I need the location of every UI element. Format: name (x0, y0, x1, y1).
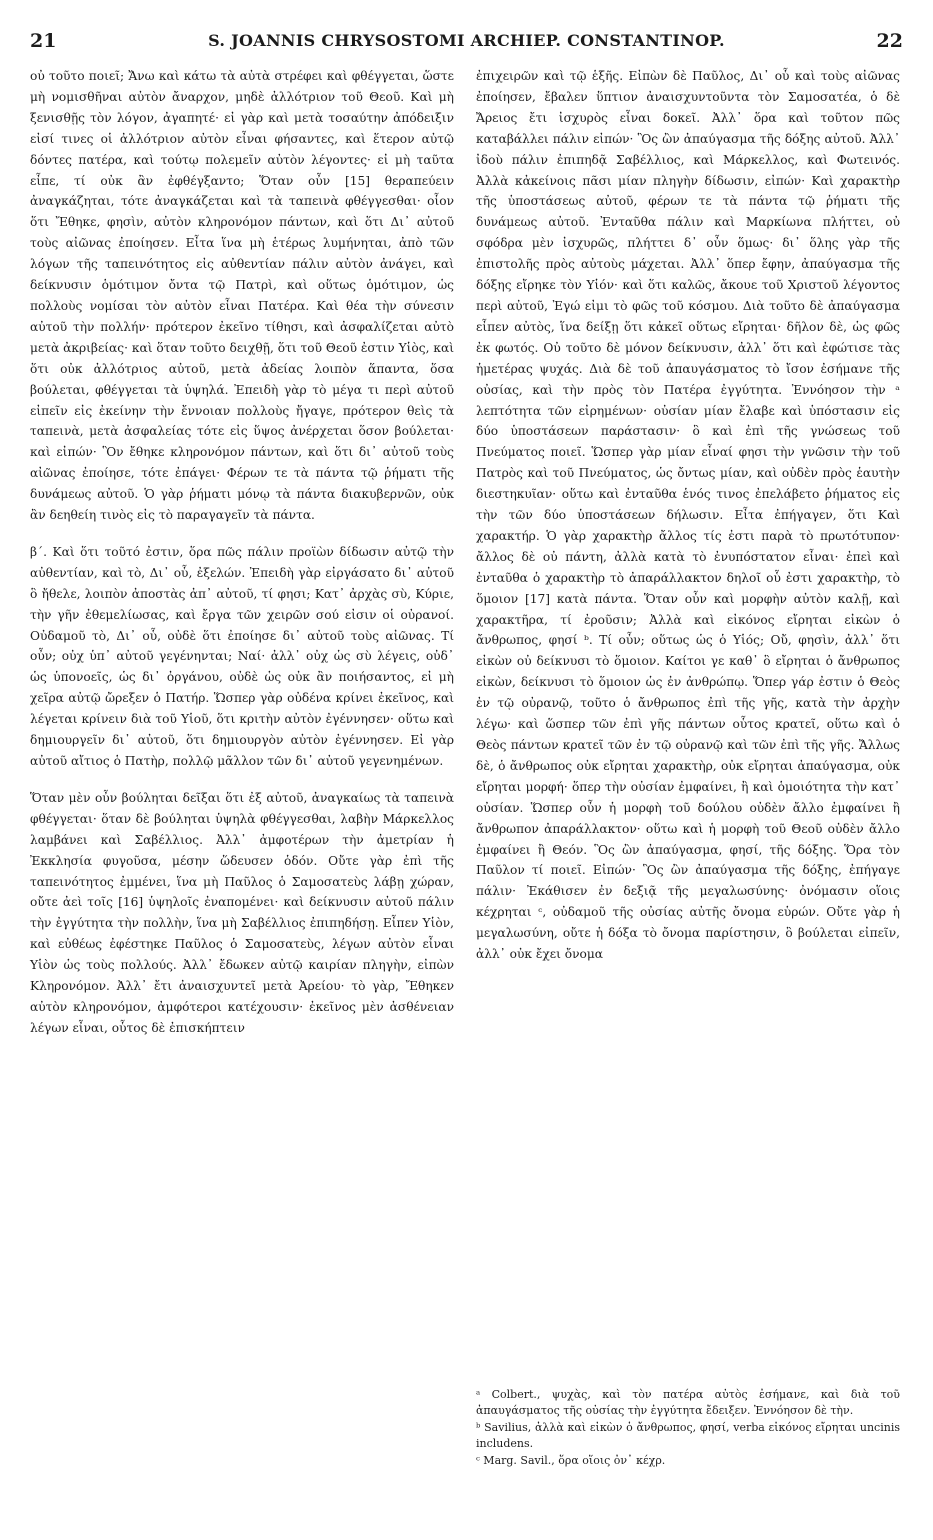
footnote: ᵃ Colbert., ψυχὰς, καὶ τὸν πατέρα αὐτὸς ἐσήμανε, καὶ διὰ τοῦ ἀπαυγάσματος τῆς οὐσίας τὴν ἐγγύτητα ἔδειξεν. Ἐννόησον δὲ τὴν. (476, 1388, 900, 1417)
page-number-left: 21 (30, 30, 57, 52)
paragraph: β΄. Καὶ ὅτι τοῦτό ἐστιν, ὅρα πῶς πάλιν προϊὼν δίδωσιν αὐτῷ τὴν αὐθεντίαν, καὶ τὸ, Δι᾽ οὗ, ἐξελών. Ἐπειδὴ γὰρ εἰργάσατο δι᾽ αὐτοῦ ὃ ἤθελε, λοιπὸν ἀποστὰς ἀπ᾽ αὐτοῦ, τί φησι; Κατ᾽ ἀρχὰς σὺ, Κύριε, τὴν γῆν ἐθεμελίωσας, καὶ ἔργα τῶν χειρῶν σού εἰσιν οἱ οὐρανοί. Οὐδαμοῦ τὸ, Δι᾽ οὗ, οὐδὲ ὅτι ἐποίησε δι᾽ αὐτοῦ τοὺς αἰῶνας. Τί οὖν; οὐχ ὑπ᾽ αὐτοῦ γεγένηνται; Ναί· ἀλλ᾽ οὐχ ὡς σὺ λέγεις, οὐδ᾽ ὡς ὑπονοεῖς, ὡς δι᾽ ὀργάνου, οὐδὲ ὡς οὐκ ἂν ποιήσαντος, εἰ μὴ χεῖρα αὐτῷ ὤρεξεν ὁ Πατήρ. Ὥσπερ γὰρ οὐδένα κρίνει ἐκεῖνος, καὶ λέγεται κρίνειν διὰ τοῦ Υἱοῦ, ὅτι κριτὴν αὐτὸν ἐγέννησεν· οὕτω καὶ δημιουργεῖν δι᾽ αὐτοῦ, ὅτι δημιουργὸν αὐτὸν ἐγέννησεν. Εἰ γὰρ αὐτοῦ αἴτιος ὁ Πατὴρ, πολλῷ μᾶλλον τῶν δι᾽ αὐτοῦ γεγενημένων. (30, 544, 454, 768)
page-header (30, 30, 903, 56)
page-number-right: 22 (876, 30, 903, 52)
paragraph: ἐπιχειρῶν καὶ τῷ ἑξῆς. Εἰπὼν δὲ Παῦλος, Δι᾽ οὗ καὶ τοὺς αἰῶνας ἐποίησεν, ἔβαλεν ὕπτιον ἀναισχυντοῦντα τὸν Σαμοσατέα, ὁ δὲ Ἄρειος ἔτι ἰσχυρὸς εἶναι δοκεῖ. Ἀλλ᾽ ὅρα καὶ τοῦτον πῶς καταβάλλει πάλιν εἰπών· Ὃς ὢν ἀπαύγασμα τῆς δόξης αὐτοῦ. Ἀλλ᾽ ἰδοὺ πάλιν ἐπιπηδᾷ Σαβέλλιος, καὶ Μάρκελλος, καὶ Φωτεινός. Ἀλλὰ κἀκείνοις πᾶσι μίαν πληγὴν δίδωσιν, εἰπών· Καὶ χαρακτὴρ τῆς ὑποστάσεως αὐτοῦ, φέρων τε τὰ πάντα τῷ ῥήματι τῆς δυνάμεως αὐτοῦ. Ἐνταῦθα πάλιν καὶ Μαρκίωνα πλήττει, οὐ σφόδρα μὲν ἰσχυρῶς, πλήττει δ᾽ οὖν ὅμως· δι᾽ ὅλης γὰρ τῆς ἐπιστολῆς πρὸς αὐτοὺς μάχεται. Ἀλλ᾽ ὅπερ ἔφην, ἀπαύγασμα τῆς δόξης εἴρηκε τὸν Υἱόν· καὶ ὅτι καλῶς, ἄκουε τοῦ Χριστοῦ λέγοντος περὶ αὐτοῦ, Ἐγώ εἰμι τὸ φῶς τοῦ κόσμου. Διὰ τοῦτο δὲ ἀπαύγασμα εἶπεν αὐτὸς, ἵνα δείξῃ ὅτι κἀκεῖ οὕτως εἴρηται· δῆλον δὲ, ὡς φῶς ἐκ φωτός. Οὐ τοῦτο δὲ μόνον δείκνυσιν, ἀλλ᾽ ὅτι καὶ ἐφώτισε τὰς ἡμετέρας ψυχάς. Διὰ δὲ τοῦ ἀπαυγάσματος τὸ ἴσον ἐσήμανε τῆς οὐσίας, καὶ τὴν πρὸς τὸν Πατέρα ἐγγύτητα. Ἐννόησον τὴν ᵃ λεπτότητα τῶν εἰρημένων· οὐσίαν μίαν ἔλαβε καὶ ὑπόστασιν εἰς δύο ὑποστάσεων παράστασιν· ὃ καὶ ἐπὶ τῆς γνώσεως τοῦ Πνεύματος ποιεῖ. Ὥσπερ γὰρ μίαν εἶναί φησι τὴν γνῶσιν τὴν τοῦ Πατρὸς καὶ τοῦ Πνεύματος, ὡς ὄντως μίαν, καὶ οὐδὲν πρὸς ἑαυτὴν διεστηκυῖαν· οὕτω καὶ ἐνταῦθα ἑνός τινος ἐπελάβετο ῥήματος εἰς τὴν τῶν δύο ὑποστάσεων δήλωσιν. Εἶτα ἐπήγαγεν, ὅτι Καὶ χαρακτήρ. Ὁ γὰρ χαρακτὴρ ἄλλος τίς ἐστι παρὰ τὸ πρωτότυπον· ἄλλος δὲ οὐ πάντη, ἀλλὰ κατὰ τὸ ἐνυπόστατον εἶναι· ἐπεὶ καὶ ἐνταῦθα ὁ χαρακτὴρ τὸ ἀπαράλλακτον δηλοῖ οὗ ἐστι χαρακτὴρ, τὸ ὅμοιον [17] κατὰ πάντα. Ὅταν οὖν καὶ μορφὴν αὐτὸν καλῇ, καὶ χαρακτῆρα, τί ἐροῦσιν; Ἀλλὰ καὶ εἰκόνος εἴρηται εἰκὼν ὁ ἄνθρωπος, φησί ᵇ. Τί οὖν; οὕτως ὡς ὁ Υἱός; Οὔ, φησὶν, ἀλλ᾽ ὅτι εἰκὼν οὐ δείκνυσι τὸ ὅμοιον. Καίτοι γε καθ᾽ ὃ εἴρηται ὁ ἄνθρωπος εἰκὼν, δείκνυσι τὸ ὅμοιον ὡς ἐν ἀνθρώπῳ. Ὅπερ γάρ ἐστιν ὁ Θεὸς ἐν τῷ οὐρανῷ, τοῦτο ὁ ἄνθρωπος ἐπὶ τῆς γῆς, κατὰ τὴν ἀρχὴν λέγω· καὶ ὥσπερ τῶν ἐπὶ γῆς πάντων οὗτος κρατεῖ, οὕτω καὶ ὁ Θεὸς πάντων κρατεῖ τῶν ἐν τῷ οὐρανῷ καὶ τῶν ἐπὶ τῆς γῆς. Ἄλλως δὲ, ὁ ἄνθρωπος οὐκ εἴρηται χαρακτὴρ, οὐκ εἴρηται ἀπαύγασμα, οὐκ εἴρηται μορφή· ὅπερ τὴν οὐσίαν ἐμφαίνει, ἢ καὶ ὁμοιότητα τὴν κατ᾽ οὐσίαν. Ὥσπερ οὖν ἡ μορφὴ τοῦ δούλου οὐδὲν ἄλλο ἐμφαίνει ἢ ἄνθρωπον ἀπαράλλακτον· οὕτω καὶ ἡ μορφὴ τοῦ Θεοῦ οὐδὲν ἄλλο ἐμφαίνει ἢ Θεόν. Ὃς ὢν ἀπαύγασμα, φησί, τῆς δόξης. Ὅρα τὸν Παῦλον τί ποιεῖ. Εἰπών· Ὃς ὢν ἀπαύγασμα τῆς δόξης, ἐπήγαγε πάλιν· Ἐκάθισεν ἐν δεξιᾷ τῆς μεγαλωσύνης· ὀνόμασιν οἵοις κέχρηται ᶜ, οὐδαμοῦ τῆς οὐσίας αὐτῆς ὄνομα εὑρών. Οὔτε γὰρ ἡ μεγαλωσύνη, οὔτε ἡ δόξα τὸ ὄνομα παρίστησιν, ὃ βούλεται εἰπεῖν, ἀλλ᾽ οὐκ ἔχει ὄνομα (476, 69, 900, 962)
paragraph: Ὅταν μὲν οὖν βούληται δεῖξαι ὅτι ἐξ αὐτοῦ, ἀναγκαίως τὰ ταπεινὰ φθέγγεται· ὅταν δὲ βούληται ὑψηλὰ φθέγγεσθαι, λαβὴν Μάρκελλος λαμβάνει καὶ Σαβέλλιος. Ἀλλ᾽ ἀμφοτέρων τὴν ἀμετρίαν ἡ Ἐκκλησία φυγοῦσα, μέσην ὥδευσεν ὁδόν. Οὔτε γὰρ ἐπὶ τῆς ταπεινότητος ἐμμένει, ἵνα μὴ Παῦλος ὁ Σαμοσατεὺς λάβῃ χώραν, οὔτε ἀεὶ τοῖς [16] ὑψηλοῖς ἐναπομένει· καὶ δείκνυσιν αὐτοῦ πάλιν τὴν ἐγγύτητα τὴν πολλὴν, ἵνα μὴ Σαβέλλιος ἐπιπηδήσῃ. Εἶπεν Υἱὸν, καὶ εὐθέως ἐφέστηκε Παῦλος ὁ Σαμοσατεὺς, λέγων αὐτὸν εἶναι Υἱὸν ὡς τοὺς πολλούς. Ἀλλ᾽ ἔδωκεν αὐτῷ καιρίαν πληγὴν, εἰπὼν Κληρονόμον. Ἀλλ᾽ ἔτι ἀναισχυντεῖ μετὰ Ἀρείου· τὸ γὰρ, Ἔθηκεν αὐτὸν κληρονόμον, ἀμφότεροι κατέχουσιν· ἐκεῖνος μὲν ἀσθένειαν λέγων εἶναι, οὗτος δὲ ἐπισκήπτειν (30, 790, 454, 1035)
running-title: S. JOANNIS CHRYSOSTOMI ARCHIEP. CONSTANTINOP. (208, 31, 725, 50)
footnote: ᵇ Savilius, ἀλλὰ καὶ εἰκὼν ὁ ἄνθρωπος, φησί, verba εἰκόνος εἴρηται uncinis includens. (476, 1421, 900, 1450)
footnotes (476, 1387, 900, 1470)
right-column (476, 66, 900, 965)
paragraph: οὐ τοῦτο ποιεῖ; Ἄνω καὶ κάτω τὰ αὐτὰ στρέφει καὶ φθέγγεται, ὥστε μὴ νομισθῆναι αὐτὸν ἄναρχον, μηδὲ ἀλλότριον τοῦ Θεοῦ. Καὶ μὴ ξενισθῇς τὸν λόγον, ἀγαπητέ· εἰ γὰρ καὶ μετὰ τοσαύτην ἀπόδειξιν εἰσί τινες οἱ ἀλλότριον αὐτὸν εἶναι φήσαντες, καὶ ἕτερον αὐτῷ δόντες πατέρα, καὶ τούτῳ πολεμεῖν αὐτὸν λέγοντες· εἰ μὴ ταῦτα εἶπε, τί οὐκ ἂν ἐφθέγξαντο; Ὅταν οὖν [15] θεραπεύειν ἀναγκάζηται, τότε ἀναγκάζεται καὶ τὰ ταπεινὰ φθέγγεσθαι· οἷον ὅτι Ἔθηκε, φησὶν, αὐτὸν κληρονόμον πάντων, καὶ ὅτι Δι᾽ αὐτοῦ τοὺς αἰῶνας ἐποίησεν. Εἶτα ἵνα μὴ ἑτέρως λυμήνηται, ἀπὸ τῶν λόγων τῆς ταπεινότητος εἰς αὐθεντίαν πάλιν αὐτὸν ἀνάγει, καὶ δείκνυσιν ὁμότιμον ὄντα τῷ Πατρὶ, καὶ οὕτως ὁμότιμον, ὡς πολλοὺς νομίσαι τὸν αὐτὸν εἶναι Πατέρα. Καὶ θέα τὴν σύνεσιν αὐτοῦ τὴν πολλήν· πρότερον ἐκεῖνο τίθησι, καὶ ἀσφαλίζεται αὐτὸ μετὰ ἀκριβείας· καὶ ὅταν τοῦτο δειχθῇ, ὅτι τοῦ Θεοῦ ἐστιν Υἱὸς, καὶ ὅτι οὐκ ἀλλότριος αὐτοῦ, μετὰ ἀδείας λοιπὸν ἅπαντα, ὅσα βούλεται, φθέγγεται τὰ ὑψηλά. Ἐπειδὴ γὰρ τὸ μέγα τι περὶ αὐτοῦ εἰπεῖν εἰς ἐκείνην τὴν ἔννοιαν πολλοὺς ἤγαγε, πρότερον θεὶς τὰ ταπεινὰ, μετὰ ἀσφαλείας τότε εἰς ὕψος ἀνέρχεται ὅσον βούλεται· καὶ εἰπών· Ὃν ἔθηκε κληρονόμον πάντων, καὶ ὅτι δι᾽ αὐτοῦ τοὺς αἰῶνας ἐποίησε, τότε ἐπάγει· Φέρων τε τὰ πάντα τῷ ῥήματι τῆς δυνάμεως αὐτοῦ. Ὁ γὰρ ῥήματι μόνῳ τὰ πάντα διακυβερνῶν, οὐκ ἂν δεηθείη τινὸς εἰς τὸ παραγαγεῖν τὰ πάντα. (30, 69, 454, 523)
left-column (30, 66, 454, 1039)
footnote: ᶜ Marg. Savil., ὅρα οἵοις ὀν᾽ κέχρ. (476, 1454, 666, 1467)
